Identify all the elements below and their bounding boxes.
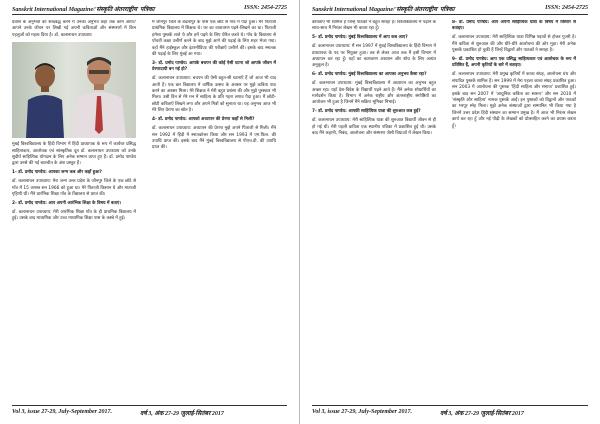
- body-paragraph: कविताएँ भी शामिल हैं जिन्हें पाठकों ने बहुत सराहा है। विश्वविद्यालय में पढ़ाने के साथ-साथ मैं निरंतर लेखन भी करता रहा हूँ।: [312, 20, 436, 32]
- question-7: 7- डॉ. प्रमोद पाण्डेय: आपकी साहित्यिक यात्रा की शुरुआत कब हुई?: [312, 109, 421, 115]
- question-4: 4- डॉ. प्रमोद पाण्डेय: आपको अध्यापन की प्रेरणा कहाँ से मिली?: [152, 117, 255, 123]
- answer-4: डॉ. कलानाथन उपाध्याय: अध्यापन की प्रेरणा मुझे अपने पिताजी से मिली। मैंने सन 1992 में हिंदी में स्नातकोत्तर किया और सन 1993 में एम.फिल. की उपाधि प्राप्त की। इसके बाद मैंने मुंबई विश्वविद्यालय से पीएच.डी. की उपाधि प्राप्त की।: [152, 126, 276, 151]
- column-3: [312, 20, 436, 402]
- column-4: [452, 20, 576, 402]
- question-5: 5- डॉ. प्रमोद पाण्डेय: मुंबई विश्वविद्यालय में आप कब आए?: [312, 35, 408, 41]
- question-9: 9- डॉ. प्रमोद पाण्डेय: आप एक प्रसिद्ध साहित्यकार एवं आलोचक के रूप में प्रतिष्ठित हैं, अपनी कृतियों के बारे में बताइए।: [452, 57, 576, 69]
- intro-text: प्रवास के अनुभवों को शब्दबद्ध करने में उनका अनुभव कहाँ तक काम आया? आपने उनके जीवन पर लिखी गई अपनी कविताओं और संस्मरणों में किन पहलुओं को महत्व दिया है। डॉ. कलानाथन उपाध्याय: [12, 20, 136, 38]
- person-right-image: [70, 50, 128, 138]
- body-paragraph: मैं जौनपुर जिले के बदलापुर के पास एक छोटे से गाँव में पैदा हुआ। मेरे पिताजी प्राथमिक विद्यालय में शिक्षक थे। घर का वातावरण पढ़ने-लिखने का था। पिताजी हमेशा पुस्तकें लाते थे और हमें पढ़ने के लिए प्रेरित करते थे। गाँव के विद्यालय से पाँचवीं कक्षा उत्तीर्ण करने के बाद मुझे आगे की पढ़ाई के लिए शहर भेजा गया। वहाँ मैंने हाईस्कूल और इंटरमीडिएट की परीक्षाएँ उत्तीर्ण कीं। इसके बाद स्नातक की पढ़ाई के लिए मुंबई आ गया।: [152, 20, 276, 58]
- page-header: [12, 4, 287, 15]
- question-2: 2- डॉ. प्रमोद पाण्डेय: आप अपनी आरंभिक शिक्षा के विषय में बताएं।: [12, 200, 122, 206]
- answer-1: डॉ. कलानाथन उपाध्याय: मेरा जन्म उत्तर प्रदेश के जौनपुर जिले के एक छोटे से गाँव में 15 अगस्त सन 1966 को हुआ था। मेरे पिताजी किसान थे और माताजी गृहिणी थीं। मैंने प्रारंभिक शिक्षा गाँव के विद्यालय से प्राप्त की।: [12, 179, 136, 198]
- answer-3: डॉ. कलानाथन उपाध्याय: बचपन की ऐसी बहुत-सी घटनाएँ हैं जो आज भी याद आती हैं। एक बार विद्यालय में वार्षिक उत्सव के अवसर पर मुझे कविता पाठ करने का अवसर मिला। मेरे शिक्षक ने मेरी बहुत प्रशंसा की और मुझे पुरस्कार भी मिला। उसी दिन से मेरे मन में साहित्य के प्रति गहरा लगाव पैदा हुआ। मैं छोटी-छोटी कविताएँ लिखने लगा और अपने मित्रों को सुनाता था। यह अनुभव आज भी मेरे लिए प्रेरणा का स्रोत है।: [152, 76, 276, 114]
- column-1: [12, 20, 136, 402]
- issn: ISSN: 2454-2725: [244, 5, 287, 11]
- volume-info-hindi: वर्ष 3, अंक 27-29 जुलाई-सितंबर 2017: [140, 411, 224, 417]
- page-header: [312, 4, 588, 15]
- page-footer: [12, 405, 287, 418]
- magazine-title: Sanskrit International Magazine/'संस्कृति अंतरराष्ट्रीय' पत्रिका: [12, 7, 155, 13]
- question-3: 3- डॉ. प्रमोद पाण्डेय: आपके बचपन की कोई ऐसी घटना जो आपके जीवन में प्रेरणादायी बन गई हो?: [152, 60, 276, 73]
- right-page: [300, 0, 600, 424]
- answer-2: डॉ. कलानाथन उपाध्याय: मेरी आरंभिक शिक्षा गाँव के ही प्राथमिक विद्यालय में हुई। उसके बाद माध्यमिक और उच्च माध्यमिक शिक्षा पास के कस्बे में हुई।: [12, 209, 136, 222]
- question-8: 8- डॉ. प्रमोद पाण्डेय: आप अपनी साहित्यिक यात्रा के विषय में विस्तार से बताइए।: [452, 20, 576, 32]
- volume-info-hindi: वर्ष 3, अंक 27-29 जुलाई-सितंबर 2017: [440, 411, 524, 417]
- issn: ISSN: 2454-2725: [545, 5, 588, 11]
- answer-5: डॉ. कलानाथन उपाध्याय: मैं सन 1997 में मुंबई विश्वविद्यालय के हिंदी विभाग में प्राध्यापक के पद पर नियुक्त हुआ। तब से लेकर आज तक मैं इसी विभाग में अध्यापन कर रहा हूँ। यहाँ का वातावरण अध्ययन और शोध के लिए अत्यंत अनुकूल है।: [312, 44, 436, 69]
- answer-7: डॉ. कलानाथन उपाध्याय: मेरी साहित्यिक यात्रा की शुरुआत विद्यार्थी जीवन से ही हो गई थी। मेरी पहली कविता एक स्थानीय पत्रिका में प्रकाशित हुई थी। उसके बाद मैंने कहानी, निबंध, आलोचना और संस्मरण जैसी विधाओं में लेखन किया।: [312, 118, 436, 137]
- answer-8: डॉ. कलानाथन उपाध्याय: मेरी साहित्यिक यात्रा विभिन्न पड़ावों से होकर गुजरी है। मैंने कविता से शुरुआत की और धीरे-धीरे आलोचना की ओर मुड़ा। मेरी अनेक पुस्तकें प्रकाशित हो चुकी हैं जिन्हें विद्वानों और पाठकों ने सराहा है।: [452, 35, 576, 54]
- answer-6: डॉ. कलानाथन उपाध्याय: मुंबई विश्वविद्यालय में अध्यापन का अनुभव बहुत अच्छा रहा। यहाँ देश-विदेश के विद्यार्थी पढ़ने आते हैं। मैंने अनेक शोधार्थियों का मार्गदर्शन किया है। विभाग में अनेक राष्ट्रीय और अंतरराष्ट्रीय संगोष्ठियों का आयोजन भी हुआ है जिनमें मैंने सक्रिय भूमिका निभाई।: [312, 81, 436, 106]
- page-footer: [312, 405, 588, 418]
- volume-info: Vol 3, issue 27-29, July-September 2017.: [312, 409, 412, 415]
- person-left-image: [22, 56, 68, 138]
- question-6: 6- डॉ. प्रमोद पाण्डेय: मुंबई विश्वविद्यालय का आपका अनुभव कैसा रहा?: [312, 72, 427, 78]
- column-2: [152, 20, 276, 402]
- intro-paragraph: मुंबई विश्वविद्यालय के हिंदी विभाग में हिंदी प्राध्यापक के रूप में कार्यरत प्रसिद्ध साहित्यकार, आलोचक एवं सांस्कृतिक दूत डॉ. कलानाथन उपाध्याय को उनके सुदीर्घ साहित्यिक योगदान के लिए अनेक सम्मान प्राप्त हुए हैं। डॉ. प्रमोद पाण्डेय द्वारा उनसे की गई बातचीत के अंश प्रस्तुत हैं।: [12, 142, 136, 167]
- volume-info: Vol 3, issue 27-29, July-September 2017.: [12, 409, 112, 415]
- interview-photo: [12, 42, 136, 138]
- question-1: 1- डॉ. प्रमोद पाण्डेय: आपका जन्म कब और कहाँ हुआ?: [12, 170, 102, 176]
- magazine-title: Sanskrit International Magazine/'संस्कृति अंतरराष्ट्रीय' पत्रिका: [312, 7, 455, 13]
- answer-9: डॉ. कलानाथन उपाध्याय: मेरी प्रमुख कृतियों में काव्य संग्रह, आलोचना ग्रंथ और संपादित पुस्तकें शामिल हैं। सन 1999 में मेरा पहला काव्य संग्रह प्रकाशित हुआ। सन 2003 में आलोचना की पुस्तक 'हिंदी साहित्य और समाज' प्रकाशित हुई। इसके बाद सन 2007 में 'आधुनिक कविता का स्वरूप' और सन 2010 में 'संस्कृति और साहित्य' नामक पुस्तकें आईं। इन पुस्तकों को विद्वानों और पाठकों का भरपूर स्नेह मिला। मुझे अनेक संस्थाओं द्वारा सम्मानित भी किया गया है जिनमें उत्तर प्रदेश हिंदी संस्थान का सम्मान प्रमुख है। मैं आज भी निरंतर लेखन कार्य कर रहा हूँ और नई पीढ़ी के लेखकों को प्रोत्साहित करने का प्रयास करता हूँ।: [452, 72, 576, 129]
